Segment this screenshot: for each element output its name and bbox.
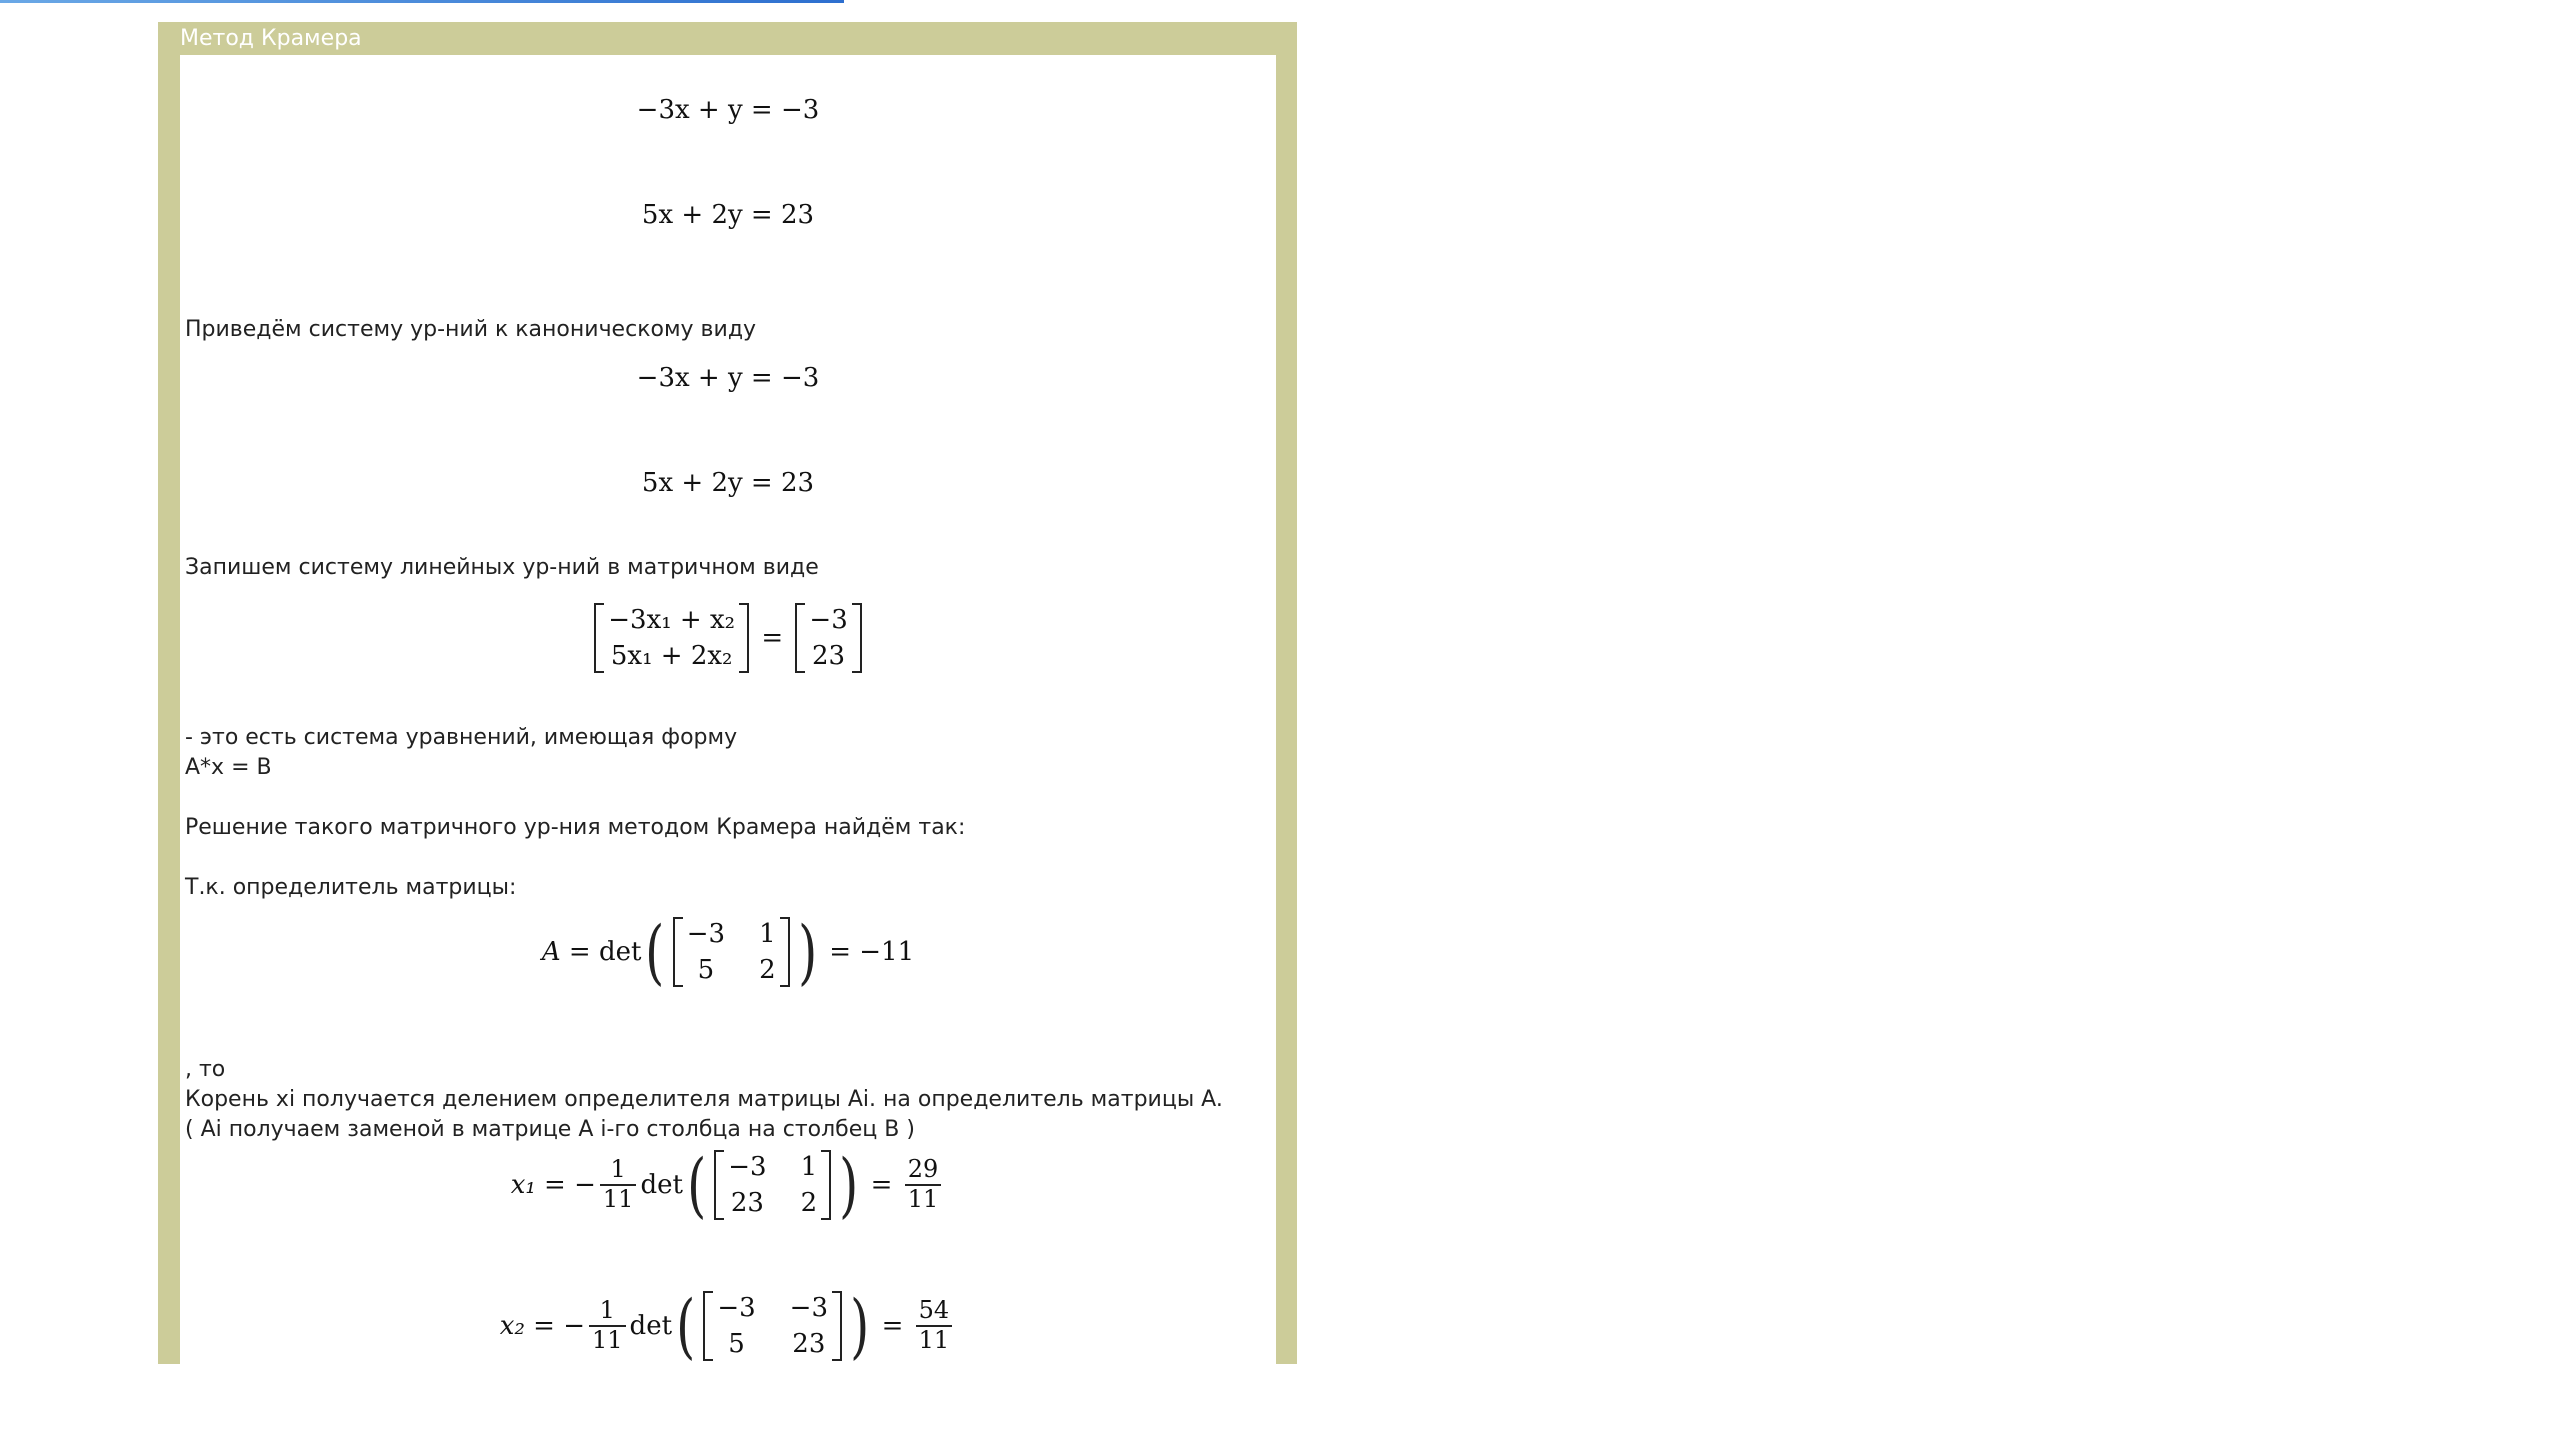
matrix-cell: 1: [800, 1152, 818, 1182]
rhs-vector: [795, 603, 861, 673]
det-cell: 2: [759, 955, 776, 985]
det-cell: 5: [697, 955, 715, 985]
matrix-equation: −3x₁ + x₂ 5x₁ + 2x₂ = −3 23: [180, 603, 1276, 673]
page-loading-bar: [0, 0, 844, 3]
det-cell: −3: [686, 919, 726, 949]
det-result: −11: [859, 937, 915, 967]
form-note-text: - это есть система уравнений, имеющая форму: [185, 725, 738, 750]
frac-den: 11: [905, 1184, 942, 1214]
frac-num: 1: [610, 1155, 626, 1184]
lhs-vector: [594, 603, 749, 673]
det-func: det: [598, 937, 642, 967]
root-det-func: det: [629, 1311, 673, 1341]
canonical-equation-2: 5x + 2y = 23: [641, 468, 815, 498]
rhs-row-2: 23: [812, 641, 846, 671]
system-equation-1: −3x + y = −3: [636, 95, 820, 125]
matrix-cell: −3: [728, 1152, 767, 1182]
det-cell: 1: [759, 919, 776, 949]
root-det-func: det: [640, 1170, 683, 1200]
root-x1-equation: x₁ = − $\frac{1}{11}$ det ( −3 1 23 2 ) = $\frac{29}{11}$: [180, 1150, 1276, 1220]
lhs-row-2: 5x₁ + 2x₂: [610, 641, 733, 671]
canonical-intro-text: Приведём систему ур-ний к каноническому виду: [185, 317, 757, 342]
root-var: x₁: [510, 1170, 536, 1200]
frac-num: 54: [918, 1296, 950, 1325]
panel-title: Метод Крамера: [180, 26, 362, 51]
frac-num: 1: [599, 1296, 615, 1325]
root-explain-text: Корень xi получается делением определителя матрицы Ai. на определитель матрицы A.: [185, 1087, 1223, 1112]
lhs-row-1: −3x₁ + x₂: [608, 605, 736, 635]
frac-den: 11: [589, 1325, 626, 1355]
matrix-cell: −3: [789, 1293, 828, 1323]
determinant-equation: A = det ( −3 1 5 2 ) = −11: [541, 911, 915, 993]
canonical-equation-1: −3x + y = −3: [636, 363, 820, 393]
frac-num: 29: [907, 1155, 939, 1184]
ai-explain-text: ( Ai получаем заменой в матрице A i-го столбца на столбец B ): [185, 1117, 915, 1142]
result-fraction: [916, 1297, 953, 1354]
frac-den: 11: [600, 1184, 637, 1214]
coef-fraction: [600, 1156, 637, 1213]
rhs-row-1: −3: [809, 605, 848, 635]
det-label: A: [541, 937, 561, 967]
coef-fraction: [589, 1297, 626, 1354]
det-matrix: [673, 917, 790, 987]
matrix-cell: −3: [717, 1293, 756, 1323]
form-text: A*x = B: [185, 755, 272, 780]
frac-den: 11: [916, 1325, 953, 1355]
matrix-cell: 23: [792, 1329, 826, 1359]
cramer-method-panel: [158, 22, 1297, 1364]
matrix-cell: 2: [800, 1188, 818, 1218]
det-intro-text: Т.к. определитель матрицы:: [185, 875, 517, 900]
root-x2-matrix: [703, 1291, 842, 1361]
matrix-intro-text: Запишем систему линейных ур-ний в матричном виде: [185, 555, 819, 580]
solution-intro-text: Решение такого матричного ур-ния методом Крамера найдём так:: [185, 815, 966, 840]
root-x2-equation: x₂ = − $\frac{1}{11}$ det ( −3 −3 5 23 ) = $\frac{54}{11}$: [180, 1291, 1276, 1361]
root-x1-matrix: [714, 1150, 831, 1220]
solution-content: [180, 55, 1276, 1364]
system-equation-2: 5x + 2y = 23: [641, 200, 815, 230]
matrix-cell: 23: [730, 1188, 764, 1218]
matrix-cell: 5: [728, 1329, 745, 1359]
result-fraction: [905, 1156, 942, 1213]
then-text: , то: [185, 1057, 226, 1082]
root-var: x₂: [499, 1311, 525, 1341]
